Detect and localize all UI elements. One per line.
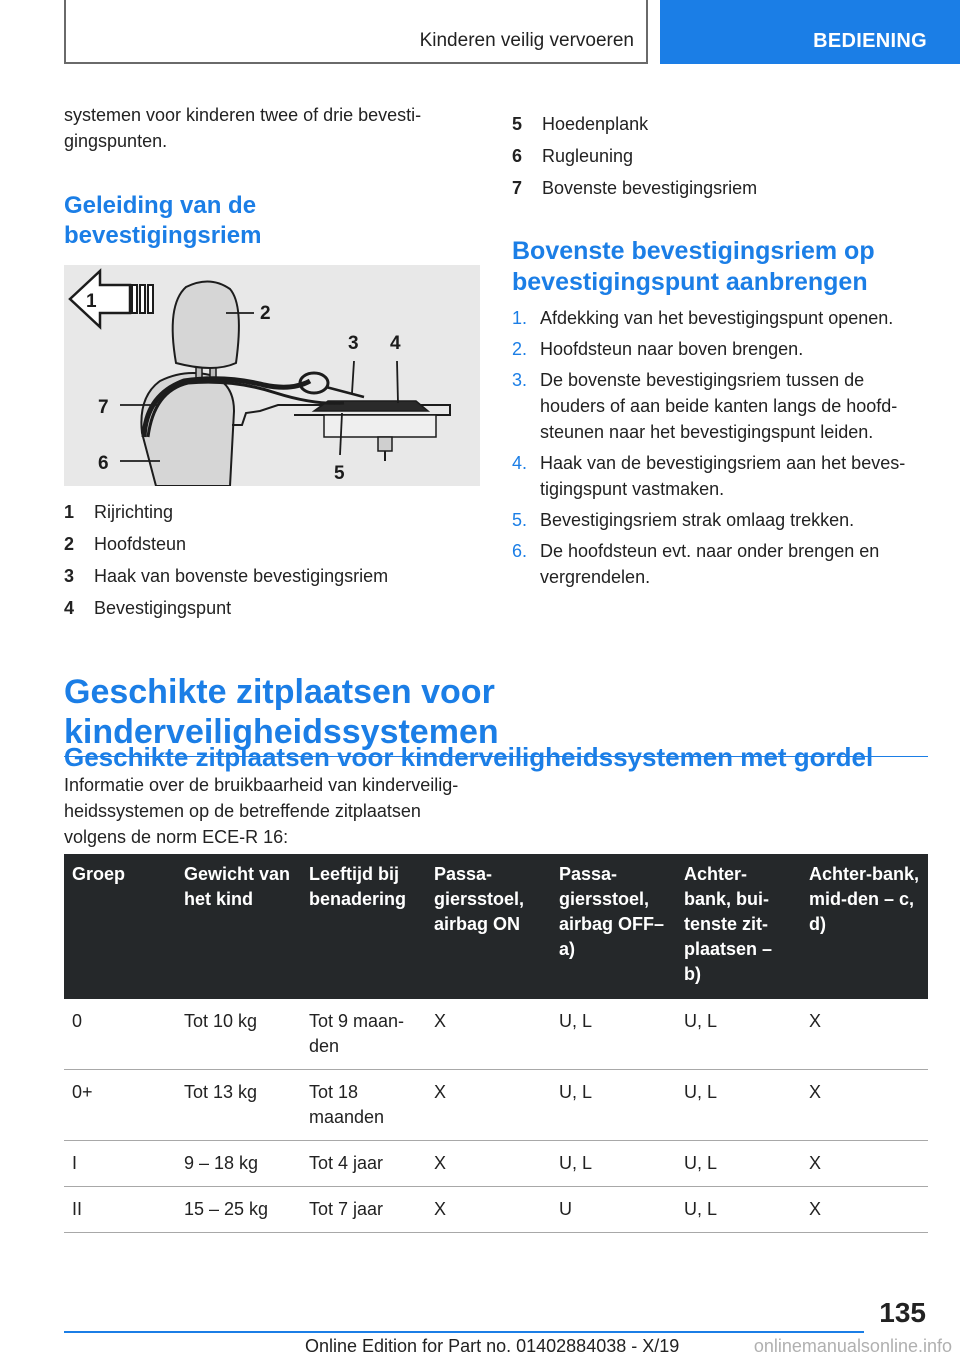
figure-legend-left: [64, 496, 480, 624]
table-header-cell: Groep: [64, 854, 176, 999]
table-header-cell: Leeftijd bij benadering: [301, 854, 426, 999]
watermark-site: onlinemanualsonline.info: [753, 1336, 952, 1356]
section-heading-line: Bovenste bevestigingsriem op: [512, 237, 875, 265]
table-cell: U, L: [676, 1141, 801, 1187]
callout-1: 1: [86, 291, 97, 312]
step-item: 4. Haak van de bevestigingsriem aan het beves-tigingspunt vastmaken.: [512, 453, 906, 499]
table-cell: U, L: [551, 1070, 676, 1141]
header-title: Kinderen veilig vervoeren: [419, 30, 634, 51]
table-cell: Tot 13 kg: [176, 1070, 301, 1141]
callout-4: 4: [390, 333, 401, 354]
header-title-box: [64, 0, 648, 64]
headrest: [173, 281, 239, 368]
legend-item: 2 Hoofdsteun: [64, 534, 187, 554]
legend-item: 7 Bovenste bevestigingsriem: [512, 178, 758, 198]
main-heading: Geschikte zitplaatsen voor kinderveiligheidssystemen: [64, 672, 928, 757]
table-cell: U, L: [676, 1070, 801, 1141]
seating-table: [64, 854, 928, 1233]
table-cell: U, L: [676, 1187, 801, 1233]
table-cell: X: [801, 1141, 928, 1187]
direction-arrow-icon: [70, 271, 153, 327]
footer-divider: [64, 1331, 864, 1333]
legend-item: 6 Rugleuning: [512, 146, 634, 166]
table-cell: 0: [64, 999, 176, 1070]
table-cell: Tot 10 kg: [176, 999, 301, 1070]
legend-item: 4 Bevestigingspunt: [64, 598, 232, 618]
step-item: 6. De hoofdsteun evt. naar onder brengen en vergrendelen.: [512, 541, 880, 587]
section-heading-line: bevestigingsriem: [64, 222, 262, 249]
table-cell: U, L: [676, 999, 801, 1070]
callout-3: 3: [348, 333, 359, 354]
table-header-cell: Passa-giersstoel, airbag OFF– a): [551, 854, 676, 999]
step-item: 3. De bovenste bevestigingsriem tussen de houders of aan beide kanten langs de hoofd-steunen naar het bevestigingspunt leiden.: [512, 370, 898, 442]
tether-strap-illustration: [64, 265, 480, 486]
table-cell: X: [426, 1070, 551, 1141]
seat-diagram: [64, 265, 480, 486]
table-row: [64, 999, 928, 1070]
table-cell: U, L: [551, 999, 676, 1070]
table-cell: 9 – 18 kg: [176, 1141, 301, 1187]
table-cell: 0+: [64, 1070, 176, 1141]
table-cell: X: [426, 1141, 551, 1187]
intro-line: gingspunten.: [64, 131, 168, 151]
edition-note: Online Edition for Part no. 01402884038 - X/19: [305, 1336, 680, 1356]
table-header-row: [64, 854, 928, 999]
table-cell: X: [801, 1070, 928, 1141]
section-heading-line: bevestigingspunt aanbrengen: [512, 268, 868, 296]
table-cell: II: [64, 1187, 176, 1233]
step-item: 5. Bevestigingsriem strak omlaag trekken.: [512, 510, 855, 530]
table-cell: U, L: [551, 1141, 676, 1187]
legend-item: 3 Haak van bovenste bevestigingsriem: [64, 566, 389, 586]
info-line: heidssystemen op de betreffende zitplaatsen: [64, 801, 421, 821]
table-header-cell: Gewicht van het kind: [176, 854, 301, 999]
table-cell: X: [801, 1187, 928, 1233]
table-cell: Tot 18 maanden: [301, 1070, 426, 1141]
info-line: Informatie over de bruikbaarheid van kinderveilig-: [64, 775, 459, 795]
table-header-cell: Passa-giersstoel, airbag ON: [426, 854, 551, 999]
table-cell: I: [64, 1141, 176, 1187]
table-cell: U: [551, 1187, 676, 1233]
seat-back: [141, 373, 234, 486]
table-cell: X: [801, 999, 928, 1070]
table-row: [64, 1070, 928, 1141]
header-section-tab: [660, 0, 960, 64]
callout-6: 6: [98, 453, 109, 474]
info-paragraph: [64, 772, 504, 850]
attach-steps: [512, 305, 928, 595]
info-line: volgens de norm ECE-R 16:: [64, 827, 289, 847]
header-section-label: BEDIENING: [813, 30, 927, 52]
table-cell: 15 – 25 kg: [176, 1187, 301, 1233]
table-cell: Tot 4 jaar: [301, 1141, 426, 1187]
table-cell: X: [426, 999, 551, 1070]
sub-heading: Geschikte zitplaatsen voor kinderveiligheidssystemen met gordel: [64, 742, 874, 772]
legend-item: 5 Hoedenplank: [512, 114, 649, 134]
section-heading-line: Geleiding van de: [64, 192, 257, 219]
intro-line: systemen voor kinderen twee of drie bevesti-: [64, 105, 422, 125]
figure-legend-right: [512, 108, 928, 204]
table-row: [64, 1187, 928, 1233]
callout-7: 7: [98, 397, 109, 418]
step-item: 1. Afdekking van het bevestigingspunt openen.: [512, 308, 894, 328]
table-cell: X: [426, 1187, 551, 1233]
intro-paragraph: [64, 102, 480, 154]
page-number: 135: [879, 1297, 926, 1328]
table-header-cell: Achter-bank, mid-den – c, d): [801, 854, 928, 999]
callout-5: 5: [334, 463, 345, 484]
table-cell: Tot 9 maan-den: [301, 999, 426, 1070]
section-heading-attach: [512, 236, 932, 298]
section-heading-routing: [64, 191, 480, 251]
callout-2: 2: [260, 303, 271, 324]
step-item: 2. Hoofdsteun naar boven brengen.: [512, 339, 804, 359]
table-header-cell: Achter-bank, bui-tenste zit-plaatsen – b): [676, 854, 801, 999]
table-cell: Tot 7 jaar: [301, 1187, 426, 1233]
legend-item: 1 Rijrichting: [64, 502, 174, 522]
table-row: [64, 1141, 928, 1187]
